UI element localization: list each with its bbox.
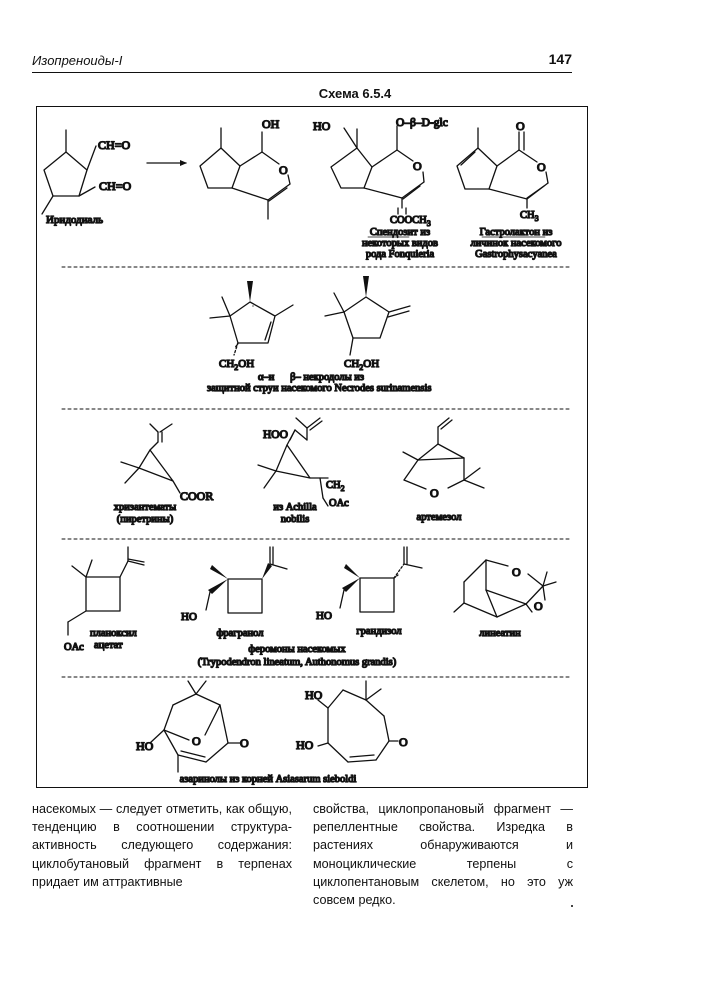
asarinol2-ho1: HO — [305, 688, 323, 702]
asarinol1-structure — [150, 681, 240, 772]
lineatin-o2: O — [534, 599, 543, 613]
fragranol-structure — [206, 547, 287, 613]
spendosite-ester: $COOCH_3$ — [390, 215, 431, 228]
achilla-hoo: HOO — [263, 429, 288, 441]
fragranol-ho: HO — [181, 611, 197, 623]
body-paragraph-2: свойства, циклопропановый фрагмент — репеллентные свойства. Изредка в растениях обнаруживаются и моноциклические терпены с циклопентановым скелетом, но это уж совсем редко. — [313, 802, 573, 908]
planoxyl-oac: OAc — [64, 642, 84, 653]
planoxyl-structure — [68, 547, 144, 635]
hemiacetal-ring-o: O — [279, 163, 288, 177]
beta-necrodol-ch2oh: $CH_2OH$ — [344, 358, 380, 372]
spendosite-caption-2: некоторых видов — [362, 238, 438, 249]
gastrolactone-caption-2: личинок насекомого — [470, 238, 562, 249]
achilla-ch2: $CH_2$ — [326, 480, 345, 493]
achilla-caption-1: из Achilla — [273, 502, 317, 513]
pheromone-caption-1: феромоны насекомых — [248, 644, 346, 655]
iridodial-structure — [42, 130, 96, 214]
grandisol-caption: грандизол — [356, 626, 402, 637]
necrodol-caption-2: защитной струи насекомого Necrodes surinamensis — [207, 383, 432, 394]
planoxyl-caption-1: планоксил — [90, 628, 137, 639]
iridodial-group-bottom: CH=O — [99, 179, 132, 193]
iridodial-name: Иридодиаль — [46, 214, 104, 226]
lineatin-caption: линеатин — [479, 628, 521, 639]
body-column-2 — [313, 800, 573, 909]
lineatin-o1: O — [512, 565, 521, 579]
spendosite-ring-o: O — [413, 159, 422, 173]
planoxyl-caption-2: ацетат — [94, 640, 123, 651]
grandisol-ho: HO — [316, 610, 332, 622]
achilla-oac: OAc — [329, 498, 349, 509]
running-title: Изопреноиды-I — [32, 53, 123, 68]
asarinol2-ho2: HO — [296, 738, 314, 752]
body-paragraph-1: насекомых — следует отметить, как общую, тенденцию в соотношении структура-активность следующего содержания: циклобутановый фрагмент в терпенах придает им аттрактивные — [32, 802, 292, 889]
alpha-necrodol-ch2oh: $CH_2OH$ — [219, 358, 255, 372]
hemiacetal-structure — [200, 128, 290, 219]
spendosite-caption-1: Спендозит из — [369, 227, 431, 238]
asarinol1-o-ketone: O — [240, 736, 249, 750]
fragranol-caption: фрагранол — [216, 628, 264, 639]
chrysanthemate-caption-1: хризантематы — [113, 502, 177, 513]
alpha-necrodol-structure — [210, 281, 293, 355]
artemesol-caption: артемезол — [416, 512, 462, 523]
hemiacetal-oh: OH — [262, 117, 280, 131]
gastrolactone-caption-1: Гастролактон из — [479, 227, 553, 238]
body-column-1 — [32, 800, 292, 891]
print-dot — [571, 905, 573, 907]
artemesol-structure — [403, 418, 484, 489]
grandisol-structure — [340, 547, 422, 612]
beta-necrodol-structure — [325, 276, 410, 355]
page-number: 147 — [548, 51, 572, 67]
chrysanthemate-structure — [121, 424, 180, 493]
gastrolactone-caption-3: Gastrophysacyanea — [475, 249, 557, 260]
spendosite-caption-3: рода Fonquieria — [365, 249, 435, 260]
gastrolactone-carbonyl-o: O — [516, 119, 525, 133]
asarinol-caption: азаринолы из корней Asiasarum sieboldi — [179, 774, 357, 785]
chrysanthemate-coor: COOR — [180, 489, 214, 503]
spendosite-ho: HO — [313, 119, 331, 133]
asarinol2-structure — [318, 681, 398, 762]
iridodial-group-top: CH=O — [98, 138, 131, 152]
achilla-caption-2: nobilis — [280, 514, 310, 525]
pheromone-caption-2: (Trypodendron lineatum, Authonomus grandis) — [197, 657, 397, 668]
asarinol2-o-ketone: O — [399, 735, 408, 749]
necrodol-caption-1: α–и β– некродолы из — [258, 372, 365, 383]
chrysanthemate-caption-2: (пиретрины) — [116, 514, 174, 525]
reaction-arrow — [147, 160, 187, 166]
scheme-title: Схема 6.5.4 — [318, 86, 392, 101]
asarinol1-o-bridge: O — [192, 734, 201, 748]
gastrolactone-ring-o: O — [537, 160, 546, 174]
asarinol1-ho: HO — [136, 739, 154, 753]
gastrolactone-structure — [457, 128, 548, 208]
artemesol-o: O — [430, 486, 439, 500]
spendosite-glc: O–β–D-glc — [396, 117, 448, 129]
gastrolactone-methyl: $CH_3$ — [520, 210, 539, 223]
spendosite-structure — [331, 126, 424, 214]
